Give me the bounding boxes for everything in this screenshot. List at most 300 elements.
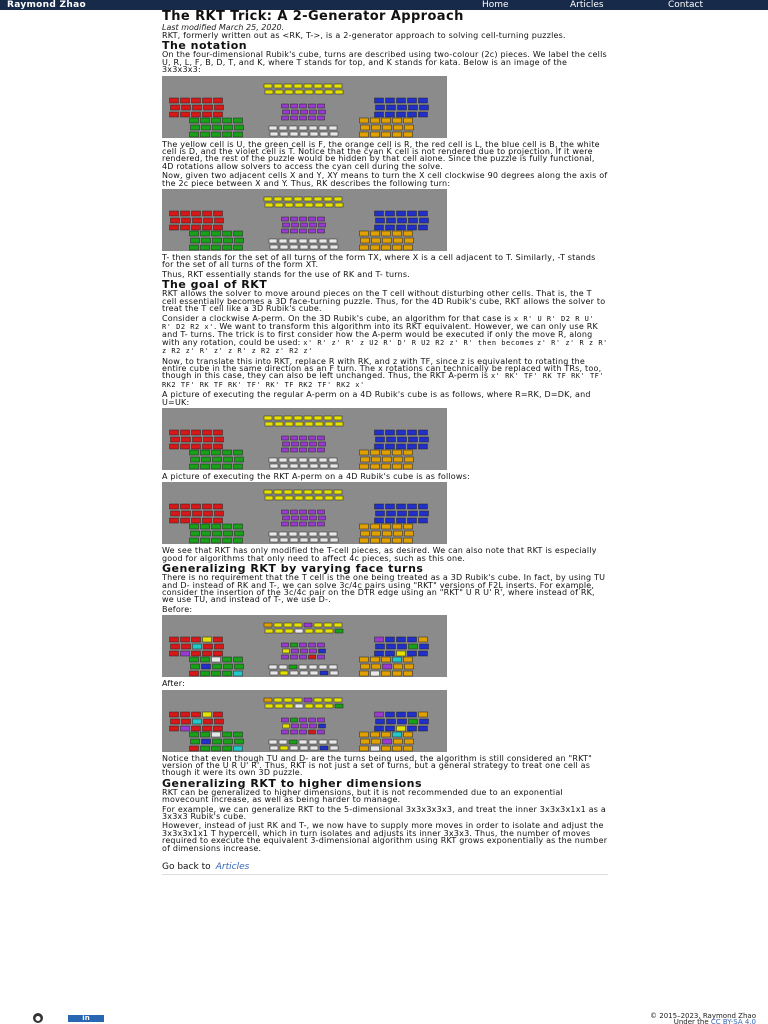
sticker: [181, 637, 190, 642]
sticker: [279, 126, 287, 130]
sticker: [310, 245, 318, 249]
sticker: [289, 239, 297, 243]
sticker: [382, 538, 391, 543]
sticker: [404, 524, 413, 529]
sticker: [393, 450, 402, 455]
sticker: [310, 223, 317, 227]
sticker: [360, 538, 369, 543]
sticker: [270, 245, 278, 249]
sticker: [305, 496, 313, 500]
sticker: [265, 90, 273, 94]
sticker: [408, 726, 417, 731]
sticker: [274, 84, 282, 88]
sticker: [214, 726, 223, 731]
sticker: [203, 504, 212, 509]
sticker: [295, 496, 303, 500]
sticker: [372, 739, 381, 744]
goal-paragraph-4: A picture of executing the regular A-perm on a 4D Rubik's cube is as follows, where R=RK, D=DK, and U=UK:: [162, 390, 591, 407]
sticker: [386, 726, 395, 731]
sticker: [304, 490, 312, 494]
sticker: [223, 524, 232, 529]
sticker: [409, 105, 418, 110]
sticker: [408, 430, 417, 435]
sticker: [203, 225, 212, 230]
sticker: [295, 422, 303, 426]
sticker: [360, 746, 369, 751]
site-brand[interactable]: Raymond Zhao: [7, 0, 86, 10]
sticker: [335, 629, 343, 633]
sticker: [310, 724, 317, 728]
sticker: [291, 718, 298, 722]
sticker: [315, 704, 323, 708]
sticker: [203, 518, 212, 523]
sticker: [397, 98, 406, 103]
sticker: [383, 531, 392, 536]
sticker: [223, 118, 232, 123]
sticker: [420, 511, 429, 516]
sticker: [202, 457, 211, 462]
sticker: [182, 218, 191, 223]
sticker: [386, 518, 395, 523]
sticker: [330, 671, 338, 675]
sticker: [361, 238, 370, 243]
goal-paragraph-3: [162, 358, 608, 390]
sticker: [193, 218, 202, 223]
sticker: [282, 436, 289, 440]
sticker: [295, 704, 303, 708]
sticker: [394, 531, 403, 536]
sticker: [404, 671, 413, 676]
sticker: [280, 245, 288, 249]
sticker: [329, 740, 337, 744]
sticker: [292, 110, 299, 114]
sticker: [275, 496, 283, 500]
sticker: [419, 518, 428, 523]
sticker: [404, 464, 413, 469]
sticker: [305, 90, 313, 94]
nav-contact[interactable]: Contact: [668, 0, 704, 10]
sticker: [335, 422, 343, 426]
sticker: [299, 239, 307, 243]
sticker: [387, 437, 396, 442]
sticker: [310, 464, 318, 468]
sticker: [334, 416, 342, 420]
sticker: [325, 422, 333, 426]
sticker: [224, 531, 233, 536]
sticker: [289, 126, 297, 130]
page-title: The RKT Trick: A 2-Generator Approach: [162, 9, 464, 24]
sticker: [320, 538, 328, 542]
sticker: [212, 118, 221, 123]
sticker: [292, 724, 299, 728]
sticker: [397, 651, 406, 656]
sticker: [283, 223, 290, 227]
sticker: [284, 416, 292, 420]
sticker: [375, 637, 384, 642]
sticker: [382, 746, 391, 751]
sticker: [301, 649, 308, 653]
sticker: [398, 644, 407, 649]
sticker: [309, 217, 316, 221]
sticker: [309, 532, 317, 536]
linkedin-icon[interactable]: in: [68, 1015, 104, 1022]
sticker: [309, 104, 316, 108]
sticker: [314, 416, 322, 420]
sticker: [376, 644, 385, 649]
sticker: [304, 698, 312, 702]
sticker: [203, 444, 212, 449]
sticker: [376, 511, 385, 516]
sticker: [408, 98, 417, 103]
nav-home[interactable]: Home: [482, 0, 509, 10]
sticker: [171, 511, 180, 516]
sticker: [371, 746, 380, 751]
sticker: [214, 712, 223, 717]
sticker: [192, 712, 201, 717]
sticker: [405, 125, 414, 130]
sticker: [279, 740, 287, 744]
sticker: [264, 490, 272, 494]
sticker: [203, 98, 212, 103]
sticker: [409, 218, 418, 223]
sticker: [224, 739, 233, 744]
sticker: [305, 203, 313, 207]
sticker: [270, 132, 278, 136]
sticker: [309, 730, 316, 734]
sticker: [375, 430, 384, 435]
sticker: [309, 126, 317, 130]
sticker: [325, 496, 333, 500]
sticker: [192, 518, 201, 523]
sticker: [292, 223, 299, 227]
sticker: [212, 671, 221, 676]
sticker: [295, 629, 303, 633]
sticker: [375, 98, 384, 103]
sticker: [397, 712, 406, 717]
sticker: [213, 125, 222, 130]
sticker: [335, 496, 343, 500]
sticker: [223, 245, 232, 250]
sticker: [382, 245, 391, 250]
section-heading-higher: Generalizing RKT to higher dimensions: [162, 776, 423, 790]
sticker: [204, 437, 213, 442]
sticker: [204, 218, 213, 223]
algorithm-rkt-a-perm: x' RK' TF' RK TF RK' TF' RK2 TF' RK TF RK' TF' RK' TF RK2 TF' RK2 x': [162, 372, 605, 389]
sticker: [234, 118, 243, 123]
sticker: [181, 518, 190, 523]
sticker: [193, 719, 202, 724]
sticker: [203, 651, 212, 656]
sticker: [182, 644, 191, 649]
sticker: [291, 104, 298, 108]
sticker: [393, 118, 402, 123]
sticker: [170, 518, 179, 523]
sticker: [318, 104, 325, 108]
sticker: [284, 490, 292, 494]
sticker: [319, 740, 327, 744]
sticker: [310, 516, 317, 520]
sticker: [223, 732, 232, 737]
sticker: [409, 511, 418, 516]
article-content: [162, 10, 608, 875]
sticker: [171, 437, 180, 442]
site-footer: [0, 1012, 768, 1024]
sticker: [201, 132, 210, 137]
goal-paragraph-6: We see that RKT has only modified the T-cell pieces, as desired. We can also note that RKT is especially good for algorithms that only need to affect 4c pieces, such as this one.: [162, 546, 597, 563]
sticker: [274, 698, 282, 702]
sticker: [171, 719, 180, 724]
sticker: [201, 732, 210, 737]
sticker: [318, 643, 325, 647]
sticker: [299, 458, 307, 462]
sticker: [285, 496, 293, 500]
sticker: [190, 132, 199, 137]
sticker: [269, 740, 277, 744]
back-to-articles-link[interactable]: Articles: [215, 862, 250, 873]
sticker: [361, 125, 370, 130]
hypercube-figure-4: [162, 482, 447, 544]
sticker: [360, 657, 369, 662]
sticker: [181, 211, 190, 216]
sticker: [319, 458, 327, 462]
sticker: [191, 125, 200, 130]
sticker: [394, 238, 403, 243]
sticker: [375, 504, 384, 509]
sticker: [292, 649, 299, 653]
sticker: [201, 538, 210, 543]
sticker: [394, 457, 403, 462]
sticker: [310, 746, 318, 750]
sticker: [234, 746, 243, 751]
sticker: [420, 105, 429, 110]
sticker: [419, 712, 428, 717]
sticker: [224, 664, 233, 669]
sticker: [204, 644, 213, 649]
sticker: [294, 623, 302, 627]
sticker: [234, 524, 243, 529]
sticker: [375, 112, 384, 117]
notation-paragraph-5: Thus, RKT essentially stands for the use of RK and T- turns.: [162, 269, 411, 279]
sticker: [360, 132, 369, 137]
sticker: [310, 110, 317, 114]
goal-paragraph-1: RKT allows the solver to move around pieces on the T cell without disturbing other cells. That is, the T cell essentially becomes a 3D face-turning puzzle. Thus, for the 4D Rubik's cube, RKT allows the solver to treat the T cell like a 3D Rubik's cube.: [162, 289, 606, 314]
sticker: [315, 496, 323, 500]
sticker: [361, 531, 370, 536]
sticker: [398, 511, 407, 516]
algorithm-r-z: z' R' z' R z R' z R2 z' R' z' z R' z R2 z' R2 z': [162, 338, 608, 356]
sticker: [419, 225, 428, 230]
sticker: [309, 522, 316, 526]
hypercube-figure-2: [162, 189, 447, 251]
sticker: [291, 510, 298, 514]
sticker: [318, 217, 325, 221]
sticker: [375, 651, 384, 656]
sticker: [290, 245, 298, 249]
sticker: [375, 726, 384, 731]
sticker: [170, 98, 179, 103]
sticker: [371, 231, 380, 236]
sticker: [181, 651, 190, 656]
sticker: [420, 437, 429, 442]
sticker: [387, 511, 396, 516]
sticker: [387, 644, 396, 649]
sticker: [193, 105, 202, 110]
sticker: [280, 538, 288, 542]
sticker: [330, 464, 338, 468]
sticker: [212, 538, 221, 543]
sticker: [372, 457, 381, 462]
sticker: [371, 732, 380, 737]
sticker: [284, 197, 292, 201]
sticker: [404, 245, 413, 250]
github-icon[interactable]: [30, 1013, 46, 1023]
sticker: [324, 84, 332, 88]
sticker: [215, 511, 224, 516]
sticker: [361, 457, 370, 462]
sticker: [300, 104, 307, 108]
sticker: [213, 457, 222, 462]
sticker: [419, 98, 428, 103]
sticker: [279, 665, 287, 669]
sticker: [203, 211, 212, 216]
sticker: [309, 239, 317, 243]
sticker: [190, 746, 199, 751]
sticker: [289, 740, 297, 744]
sticker: [304, 623, 312, 627]
sticker: [181, 112, 190, 117]
sticker: [274, 623, 282, 627]
sticker: [300, 671, 308, 675]
sticker: [305, 704, 313, 708]
sticker: [310, 132, 318, 136]
sticker: [171, 218, 180, 223]
sticker: [334, 698, 342, 702]
sticker: [181, 225, 190, 230]
sticker: [235, 125, 244, 130]
sticker: [324, 416, 332, 420]
sticker: [192, 430, 201, 435]
sticker: [190, 657, 199, 662]
sticker: [275, 90, 283, 94]
sticker: [282, 718, 289, 722]
sticker: [264, 84, 272, 88]
sticker: [283, 724, 290, 728]
sticker: [360, 231, 369, 236]
sticker: [213, 531, 222, 536]
sticker: [182, 437, 191, 442]
sticker: [192, 444, 201, 449]
sticker: [300, 510, 307, 514]
sticker: [404, 732, 413, 737]
sticker: [382, 671, 391, 676]
sticker: [325, 704, 333, 708]
sticker: [300, 643, 307, 647]
sticker: [269, 458, 277, 462]
sticker: [234, 132, 243, 137]
hypercube-figure-3: [162, 408, 447, 470]
sticker: [291, 655, 298, 659]
sticker: [191, 739, 200, 744]
sticker: [193, 511, 202, 516]
sticker: [393, 245, 402, 250]
notation-paragraph-1: On the four-dimensional Rubik's cube, turns are described using two-colour (2c) pieces. We label the cells U, R, L, F, B, D, T, and K, where T stands for top, and K stands for kata. Below is an image of the 3x3x3x3:: [162, 50, 607, 75]
sticker: [203, 112, 212, 117]
sticker: [282, 522, 289, 526]
sticker: [235, 457, 244, 462]
goal-paragraph-2b: . We want to transform this algorithm into its RKT equivalent. However, we can only use RK and T- turns. The trick is to first consider how the A-perm would be executed if only the move R, along with any rotation, could be used:: [162, 321, 598, 347]
varying-paragraph-1: There is no requirement that the T cell is the one being treated as a 3D Rubik's cube. In fact, by using TU and D- instead of RK and T-, we can solve 3c/4c pairs using "RKT" versions of F2L inserts. For example, consider the insertion of the 3c/4c pair on the DTR edge using an "RKT" U R U' R', where instead of RK, we use TU, and instead of T-, we use D-.: [162, 573, 606, 605]
sticker: [285, 90, 293, 94]
sticker: [324, 623, 332, 627]
sticker: [289, 458, 297, 462]
sticker: [182, 511, 191, 516]
sticker: [419, 211, 428, 216]
sticker: [334, 623, 342, 627]
sticker: [214, 430, 223, 435]
sticker: [203, 726, 212, 731]
sticker: [315, 90, 323, 94]
sticker: [282, 730, 289, 734]
sticker: [393, 657, 402, 662]
sticker: [265, 704, 273, 708]
sticker: [289, 665, 297, 669]
sticker: [371, 671, 380, 676]
sticker: [386, 225, 395, 230]
sticker: [405, 739, 414, 744]
sticker: [192, 504, 201, 509]
sticker: [324, 698, 332, 702]
hypercube-figure-after: [162, 690, 447, 752]
sticker: [291, 643, 298, 647]
sticker: [409, 437, 418, 442]
sticker: [383, 125, 392, 130]
sticker: [215, 218, 224, 223]
sticker: [235, 664, 244, 669]
sticker: [394, 664, 403, 669]
sticker: [360, 450, 369, 455]
sticker: [234, 732, 243, 737]
nav-articles[interactable]: Articles: [570, 0, 604, 10]
sticker: [371, 538, 380, 543]
sticker: [387, 105, 396, 110]
sticker: [269, 532, 277, 536]
sticker: [170, 444, 179, 449]
sticker: [223, 450, 232, 455]
sticker: [408, 444, 417, 449]
sticker: [387, 719, 396, 724]
sticker: [318, 116, 325, 120]
sticker: [408, 637, 417, 642]
sticker: [329, 239, 337, 243]
sticker: [398, 719, 407, 724]
sticker: [190, 524, 199, 529]
sticker: [280, 671, 288, 675]
sticker: [398, 218, 407, 223]
sticker: [335, 203, 343, 207]
sticker: [301, 223, 308, 227]
sticker: [224, 125, 233, 130]
license-link[interactable]: CC BY-SA 4.0: [710, 1018, 756, 1024]
sticker: [372, 125, 381, 130]
sticker: [235, 238, 244, 243]
sticker: [371, 132, 380, 137]
sticker: [300, 245, 308, 249]
sticker: [420, 719, 429, 724]
sticker: [375, 712, 384, 717]
sticker: [393, 671, 402, 676]
sticker: [280, 132, 288, 136]
sticker: [170, 637, 179, 642]
